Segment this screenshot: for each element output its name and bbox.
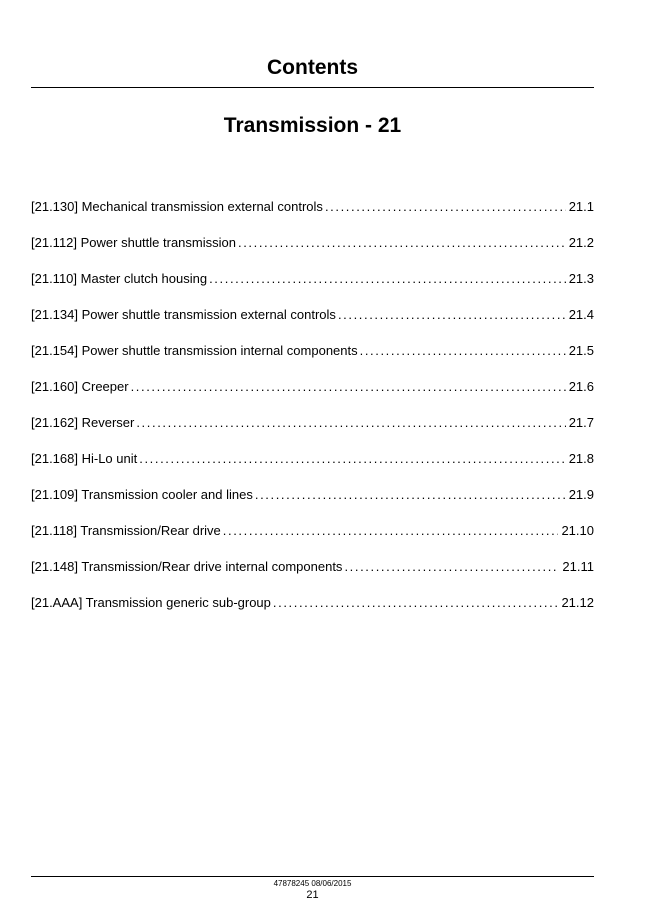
dot-leader: [255, 486, 566, 504]
toc-entry[interactable]: [31, 304, 594, 324]
toc-entry-label[interactable]: [21.160] Creeper: [31, 379, 129, 394]
toc-entry-page[interactable]: 21.3: [568, 271, 594, 286]
toc-entry-page[interactable]: 21.6: [568, 379, 594, 394]
toc-entry-page[interactable]: 21.12: [561, 595, 594, 610]
footer-document-reference: 47878245 08/06/2015: [273, 879, 352, 888]
toc-entry-page[interactable]: 21.10: [561, 523, 594, 538]
toc-entry[interactable]: [31, 196, 594, 216]
page-heading: Contents: [267, 56, 358, 79]
dot-leader: [273, 594, 559, 612]
dot-leader: [325, 198, 566, 216]
table-of-contents: [31, 196, 594, 628]
toc-entry-page[interactable]: 21.2: [568, 235, 594, 250]
toc-entry-label[interactable]: [21.AAA] Transmission generic sub-group: [31, 595, 271, 610]
toc-entry-label[interactable]: [21.118] Transmission/Rear drive: [31, 523, 221, 538]
section-title: Transmission - 21: [223, 114, 402, 137]
toc-entry[interactable]: [31, 484, 594, 504]
dot-leader: [223, 522, 559, 540]
dot-leader: [344, 558, 559, 576]
dot-leader: [360, 342, 566, 360]
toc-entry-label[interactable]: [21.134] Power shuttle transmission external controls: [31, 307, 336, 322]
dot-leader: [136, 414, 565, 432]
toc-entry-page[interactable]: 21.4: [568, 307, 594, 322]
toc-entry-page[interactable]: 21.9: [568, 487, 594, 502]
toc-entry-page[interactable]: 21.8: [568, 451, 594, 466]
toc-entry[interactable]: [31, 232, 594, 252]
toc-entry-page[interactable]: 21.7: [568, 415, 594, 430]
toc-entry-label[interactable]: [21.112] Power shuttle transmission: [31, 235, 236, 250]
toc-entry[interactable]: [31, 340, 594, 360]
toc-entry-label[interactable]: [21.148] Transmission/Rear drive internal components: [31, 559, 343, 574]
footer-divider: [31, 876, 594, 877]
dot-leader: [338, 306, 566, 324]
footer-page-number: 21: [306, 889, 319, 901]
toc-entry-label[interactable]: [21.162] Reverser: [31, 415, 135, 430]
toc-entry-page[interactable]: 21.11: [562, 559, 594, 574]
toc-entry-label[interactable]: [21.130] Mechanical transmission external controls: [31, 199, 323, 214]
dot-leader: [131, 378, 566, 396]
toc-entry-label[interactable]: [21.110] Master clutch housing: [31, 271, 208, 286]
toc-entry[interactable]: [31, 268, 594, 288]
toc-entry-page[interactable]: 21.1: [568, 199, 594, 214]
toc-entry[interactable]: [31, 520, 594, 540]
toc-entry[interactable]: [31, 376, 594, 396]
toc-entry[interactable]: [31, 592, 594, 612]
toc-entry-label[interactable]: [21.109] Transmission cooler and lines: [31, 487, 253, 502]
toc-entry[interactable]: [31, 556, 594, 576]
dot-leader: [238, 234, 566, 252]
toc-entry-label[interactable]: [21.168] Hi-Lo unit: [31, 451, 138, 466]
toc-entry-page[interactable]: 21.5: [568, 343, 594, 358]
header-divider: [31, 87, 594, 88]
dot-leader: [209, 270, 566, 288]
toc-entry-label[interactable]: [21.154] Power shuttle transmission internal components: [31, 343, 358, 358]
toc-entry[interactable]: [31, 448, 594, 468]
dot-leader: [139, 450, 565, 468]
toc-entry[interactable]: [31, 412, 594, 432]
